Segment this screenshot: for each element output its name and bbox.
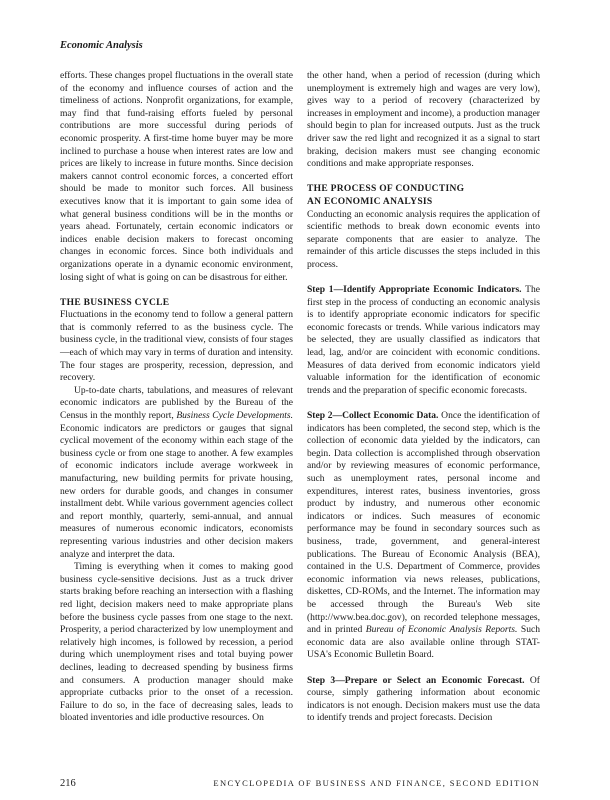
- right-column: [307, 70, 540, 725]
- paragraph: efforts. These changes propel fluctuations in the overall state of the economy and influence courses of action and the timeliness of actions. Nonprofit organizations, for example, may find that fund-raising efforts fueled by personal contributions are more successful during periods of economic prosperity. A first-time home buyer may be more inclined to purchase a house when interest rates are low and prices are likely to increase in future months. Since decision makers cannot control economic forces, a concerted effort should be made to monitor such forces. All business executives know that it is important to gain some idea of what general business conditions will be in the months or years ahead. Fortunately, certain economic indicators or indices enable decision makers to forecast oncoming changes in economic forces. Since both individuals and organizations operate in a dynamic economic environment, losing sight of what is going on can be disastrous for either.: [60, 70, 293, 283]
- paragraph: Fluctuations in the economy tend to follow a general pattern that is commonly referred to as the business cycle. The business cycle, in the traditional view, consists of four stages—each of which may vary in terms of duration and intensity. The four stages are prosperity, recession, depression, and recovery.: [60, 309, 293, 384]
- step-2-paragraph: Step 2—Collect Economic Data. Once the identification of indicators has been completed, the second step, which is the collection of economic data yielded by the indicators, can begin. Data collection is accomplished through observation and/or by reviewing measures of economic performance, such as unemployment rates, personal income and expenditures, interest rates, business inventories, gross product by industry, and numerous other economic indicators or indices. Such measures of economic performance may be found in secondary sources such as business, trade, government, and general-interest publications. The Bureau of Economic Analysis (BEA), contained in the U.S. Department of Commerce, provides economic information via news releases, publications, diskettes, CD-ROMs, and the Internet. The information may be accessed through the Bureau's Web site (http://www.bea.doc.gov), on recorded telephone messages, and in printed Bureau of Economic Analysis Reports. Such economic data are also available online through STAT-USA's Economic Bulletin Board.: [307, 410, 540, 661]
- step-2-title: Step 2—Collect Economic Data.: [307, 410, 439, 422]
- step-3-title: Step 3—Prepare or Select an Economic Forecast.: [307, 674, 525, 686]
- publication-title: Bureau of Economic Analysis Reports.: [365, 624, 518, 636]
- left-column: [60, 70, 293, 725]
- paragraph: Up-to-date charts, tabulations, and measures of relevant economic indicators are published by the Bureau of the Census in the monthly report, Business Cycle Developments. Economic indicators are predictors or gauges that signal cyclical movement of the economy within each stage of the business cycle or from one stage to another. A few examples of economic indicators include average workweek in manufacturing, new building permits for private housing, new orders for durable goods, and changes in consumer installment debt. While various government agencies collect and report monthly, quarterly, semi-annual, and annual measures of numerous economic indicators, economists representing various industries and other decision makers analyze and interpret the data.: [60, 384, 293, 560]
- paragraph: Timing is everything when it comes to making good business cycle-sensitive decisions. Just as a truck driver starts braking before reaching an intersection with a flashing red light, decision makers need to make appropriate plans before the business cycle passes from one stage to the next. Prosperity, a period characterized by low unemployment and relatively high incomes, is followed by recession, a period during which unemployment rises and total buying power declines, leading to decreased spending by business firms and consumers. A production manager should make appropriate cutbacks prior to the onset of a recession. Failure to do so, in the face of decreasing sales, leads to bloated inventories and idle productive resources. On: [60, 561, 293, 724]
- section-heading-process: THE PROCESS OF CONDUCTING AN ECONOMIC ANALYSIS: [307, 184, 465, 207]
- step-3-paragraph: Step 3—Prepare or Select an Economic Forecast. Of course, simply gathering information about economic indicators is not enough. Decision makers must use the data to identify trends and project forecasts. Decision: [307, 674, 540, 724]
- step-1-paragraph: Step 1—Identify Appropriate Economic Indicators. The first step in the process of conducting an economic analysis is to identify appropriate economic indicators for specific economic forecasts or trends. While various indicators may be selected, they are usually classified as indicators that lead, lag, and/or are coincident with economic conditions. Measures of data derived from economic indicators yield valuable information for the identification of economic trends and the preparation of specific economic forecasts.: [307, 284, 540, 396]
- page-number: 216: [60, 778, 76, 789]
- publication-title: Business Cycle Developments.: [176, 410, 293, 422]
- paragraph: Conducting an economic analysis requires the application of scientific methods to break down economic events into separate components that are easier to analyze. The remainder of this article discusses the steps included in this process.: [307, 208, 540, 270]
- section-heading-business-cycle: THE BUSINESS CYCLE: [60, 297, 170, 308]
- publication-footer: ENCYCLOPEDIA OF BUSINESS AND FINANCE, SECOND EDITION: [213, 778, 540, 788]
- step-1-title: Step 1—Identify Appropriate Economic Indicators.: [307, 284, 522, 296]
- running-head: Economic Analysis: [60, 40, 143, 51]
- paragraph: the other hand, when a period of recession (during which unemployment is extremely high and wages are very low), gives way to a period of recovery (characterized by increases in employment and income), a production manager should begin to plan for increased outputs. Just as the truck driver saw the red light and recognized it as a signal to start braking, decision makers must see changing economic conditions and make appropriate responses.: [307, 70, 540, 170]
